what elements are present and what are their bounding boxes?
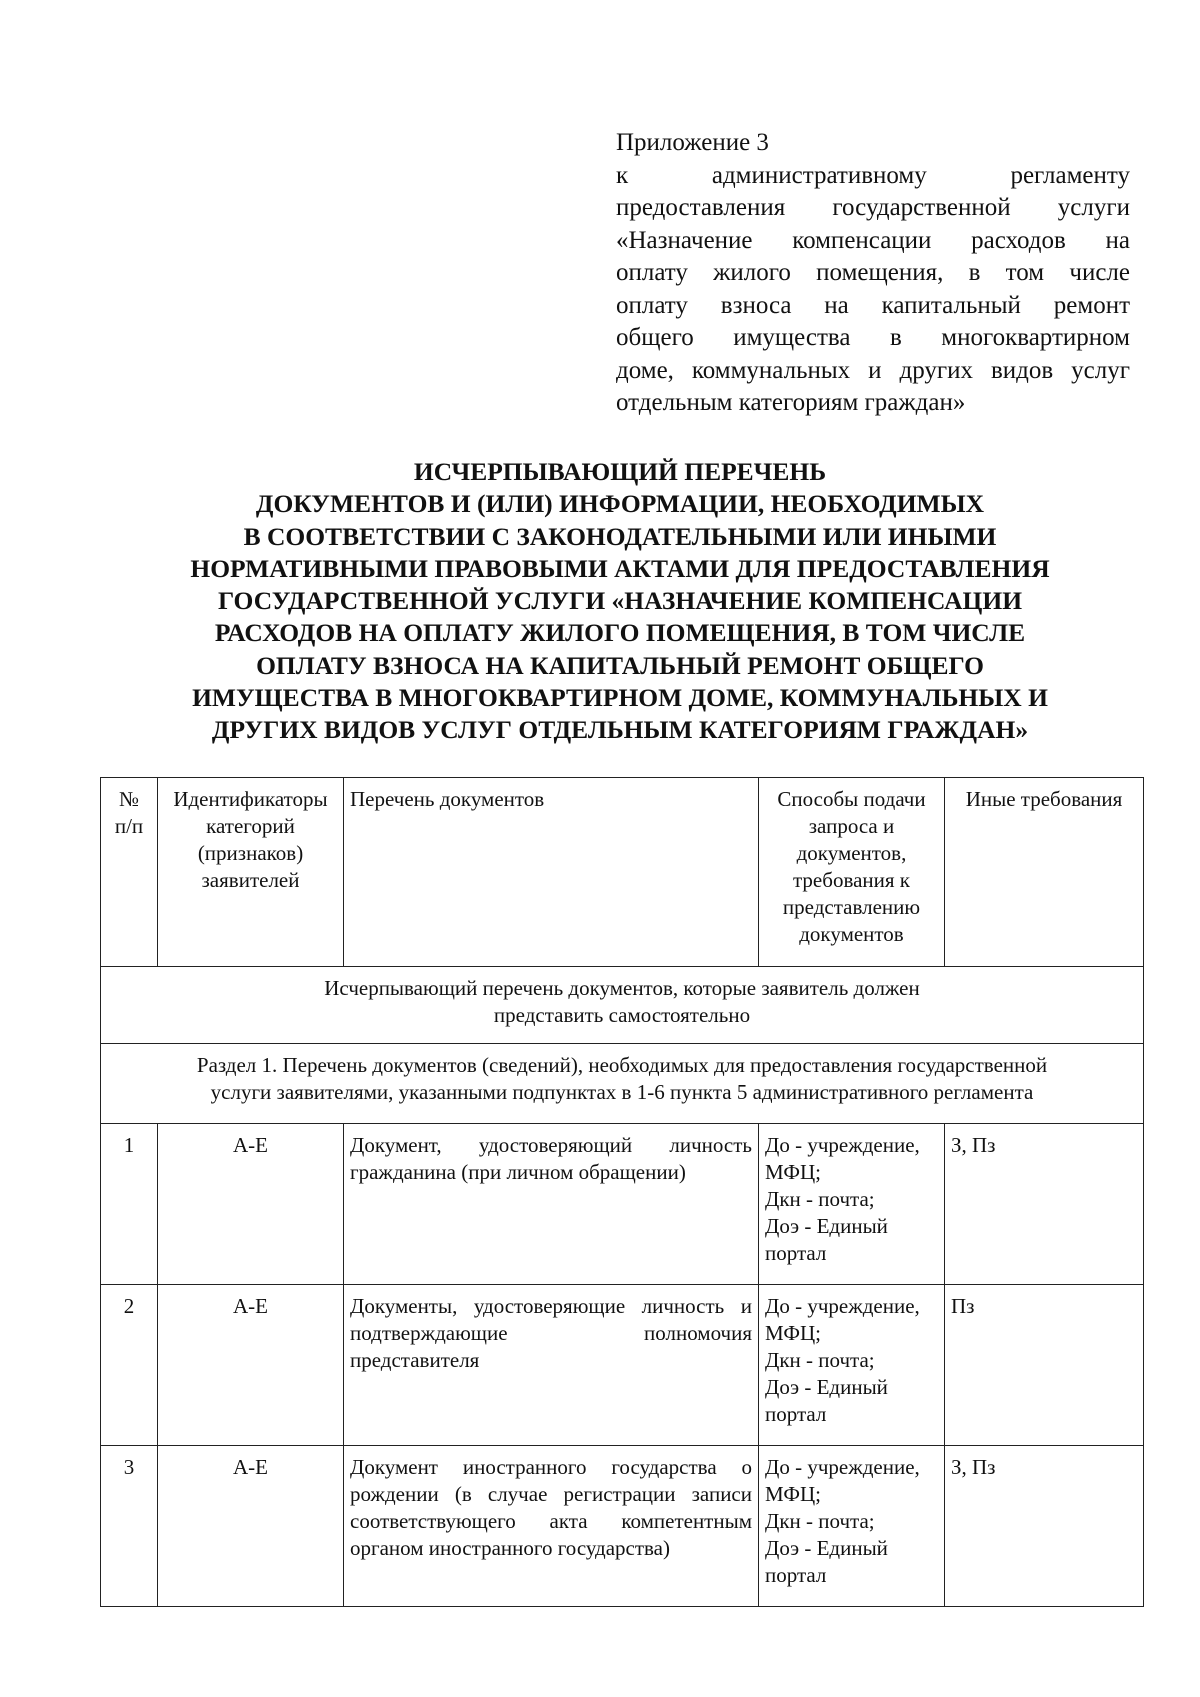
header-num-line: п/п [114, 814, 144, 838]
subsection-row [101, 1044, 1144, 1124]
documents-table [100, 777, 1144, 1607]
header-ids-line: заявителей [201, 868, 300, 892]
header-other-line: Иные требования [965, 787, 1123, 811]
table-header-row [101, 778, 1144, 967]
appendix-line: отдельным категориям граждан» [616, 389, 966, 416]
appendix-line: оплату жилого помещения, в том числе [616, 259, 1130, 286]
row-other: Пз [945, 1285, 1144, 1446]
row-doc: Документ иностранного государства о рождении (в случае регистрации записи соответствующего акта компетентным органом иностранного государства) [344, 1446, 759, 1607]
header-other [945, 778, 1144, 967]
row-other: З, Пз [945, 1446, 1144, 1607]
header-ids [158, 778, 344, 967]
table-row [101, 1446, 1144, 1607]
method-line: До - учреждение, [765, 1294, 920, 1318]
header-methods-line: представлению [782, 895, 921, 919]
header-ids-line: (признаков) [197, 841, 304, 865]
table-row [101, 1285, 1144, 1446]
header-docs-line: Перечень документов [350, 787, 545, 811]
title-line: РАСХОДОВ НА ОПЛАТУ ЖИЛОГО ПОМЕЩЕНИЯ, В ТОМ ЧИСЛЕ [214, 618, 1026, 648]
method-line: МФЦ; [765, 1482, 821, 1506]
title-line: ГОСУДАРСТВЕННОЙ УСЛУГИ «НАЗНАЧЕНИЕ КОМПЕНСАЦИИ [217, 586, 1023, 616]
title-line: В СООТВЕТСТВИИ С ЗАКОНОДАТЕЛЬНЫМИ ИЛИ ИНЫМИ [243, 521, 997, 551]
section-header-cell [101, 967, 1144, 1044]
header-docs [344, 778, 759, 967]
header-methods-line: документов, [796, 841, 907, 865]
row-other: З, Пз [945, 1124, 1144, 1285]
title-line: ДРУГИХ ВИДОВ УСЛУГ ОТДЕЛЬНЫМ КАТЕГОРИЯМ ГРАЖДАН» [211, 715, 1029, 745]
header-methods-line: требования к [793, 868, 910, 892]
appendix-block [616, 127, 1130, 420]
method-line: Доэ - Единый [765, 1375, 888, 1399]
method-line: Дкн - почта; [765, 1187, 875, 1211]
row-num: 1 [101, 1124, 158, 1285]
method-line: портал [765, 1241, 827, 1265]
header-ids-line: Идентификаторы [173, 787, 328, 811]
subsection-line: услуги заявителями, указанными подпунктах в 1-6 пункта 5 административного регламента [210, 1080, 1034, 1104]
method-line: портал [765, 1402, 827, 1426]
title-line: ДОКУМЕНТОВ И (ИЛИ) ИНФОРМАЦИИ, НЕОБХОДИМЫХ [255, 489, 985, 519]
header-methods-line: документов [799, 922, 904, 946]
appendix-line: оплату взноса на капитальный ремонт [616, 291, 1130, 319]
subsection-line: Раздел 1. Перечень документов (сведений), необходимых для предоставления государственной [196, 1053, 1048, 1077]
document-title [100, 456, 1140, 747]
appendix-line: предоставления государственной услуги [616, 194, 1130, 221]
section-header-line: Исчерпывающий перечень документов, которые заявитель должен [324, 976, 920, 1000]
header-num-line: № [118, 787, 140, 811]
row-methods [759, 1446, 945, 1607]
row-ids: А-Е [158, 1446, 344, 1607]
row-doc: Документ, удостоверяющий личность гражданина (при личном обращении) [344, 1124, 759, 1285]
title-line: ИМУЩЕСТВА В МНОГОКВАРТИРНОМ ДОМЕ, КОММУНАЛЬНЫХ И [192, 683, 1048, 713]
row-num: 3 [101, 1446, 158, 1607]
method-line: МФЦ; [765, 1321, 821, 1345]
title-line: ИСЧЕРПЫВАЮЩИЙ ПЕРЕЧЕНЬ [413, 457, 827, 486]
row-ids: А-Е [158, 1285, 344, 1446]
method-line: МФЦ; [765, 1160, 821, 1184]
appendix-line: к административному регламенту [616, 161, 1130, 189]
method-line: До - учреждение, [765, 1133, 920, 1157]
table-row [101, 1124, 1144, 1285]
title-line: ОПЛАТУ ВЗНОСА НА КАПИТАЛЬНЫЙ РЕМОНТ ОБЩЕГО [256, 650, 984, 680]
section-header-row [101, 967, 1144, 1044]
method-line: портал [765, 1563, 827, 1587]
header-methods [759, 778, 945, 967]
row-ids: А-Е [158, 1124, 344, 1285]
header-ids-line: категорий [206, 814, 295, 838]
row-doc: Документы, удостоверяющие личность и подтверждающие полномочия представителя [344, 1285, 759, 1446]
method-line: Доэ - Единый [765, 1214, 888, 1238]
row-num: 2 [101, 1285, 158, 1446]
header-methods-line: запроса и [808, 814, 895, 838]
title-line: НОРМАТИВНЫМИ ПРАВОВЫМИ АКТАМИ ДЛЯ ПРЕДОСТАВЛЕНИЯ [190, 553, 1050, 583]
header-num [101, 778, 158, 967]
subsection-cell [101, 1044, 1144, 1124]
method-line: Дкн - почта; [765, 1348, 875, 1372]
row-methods [759, 1285, 945, 1446]
appendix-line: доме, коммунальных и других видов услуг [616, 356, 1130, 384]
row-methods [759, 1124, 945, 1285]
appendix-line: общего имущества в многоквартирном [616, 324, 1130, 351]
method-line: Дкн - почта; [765, 1509, 875, 1533]
appendix-title: Приложение 3 [616, 129, 769, 156]
method-line: До - учреждение, [765, 1455, 920, 1479]
appendix-line: «Назначение компенсации расходов на [616, 226, 1130, 254]
section-header-line: представить самостоятельно [493, 1003, 751, 1027]
method-line: Доэ - Единый [765, 1536, 888, 1560]
header-methods-line: Способы подачи [777, 787, 926, 811]
